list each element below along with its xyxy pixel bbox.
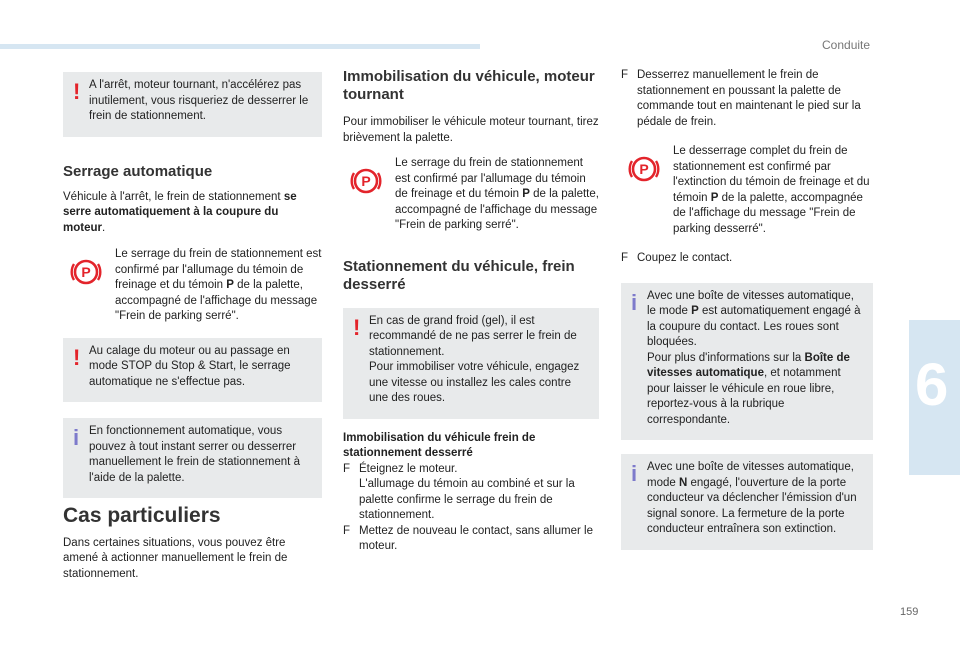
paragraph: Véhicule à l'arrêt, le frein de stationnement se serre automatiquement à la coupure du moteur. <box>63 190 297 234</box>
indicator-text: Le desserrage complet du frein de stationnement est confirmé par l'extinction du témoin de freinage et du témoin P de la palette, accompagnée de l'affichage du message "Frein de parking desserré". <box>673 145 870 235</box>
info-text: En fonctionnement automatique, vous pouvez à tout instant serrer ou desserrer manuellement le frein de stationnement à l'aide de la palette. <box>89 425 300 484</box>
info-box <box>621 283 873 441</box>
info-text: Avec une boîte de vitesses automatique, le mode P est automatiquement engagé à la coupure du contact. Les roues sont bloquées. <box>647 289 861 348</box>
indicator-text: Le serrage du frein de stationnement est confirmé par l'allumage du témoin de freinage et du témoin P de la palette, accompagné de l'affichage du message "Frein de parking serré". <box>115 248 322 322</box>
warning-box <box>63 338 322 403</box>
info-box <box>63 418 322 498</box>
list-item: F Éteignez le moteur. L'allumage du témoin au combiné et sur la palette confirme le serrage du frein de stationnement. <box>343 462 575 521</box>
list-item: F Coupez le contact. <box>621 251 873 267</box>
column-3 <box>621 68 873 550</box>
subheading: Immobilisation du véhicule frein de stationnement desserré <box>343 431 536 459</box>
heading-stationnement: Stationnement du véhicule, frein desserré <box>343 257 575 293</box>
warning-text: Pour immobiliser votre véhicule, engagez une vitesse ou installez les cales contre une des roues. <box>369 361 580 404</box>
warning-icon: ! <box>73 344 81 370</box>
list-item: F Desserrez manuellement le frein de stationnement en poussant la palette de commande tout en maintenant le pied sur la pédale de frein. <box>621 69 861 128</box>
info-text: Avec une boîte de vitesses automatique, mode N engagé, l'ouverture de la porte conducteur va déclencher l'émission d'un signal sonore. La fermeture de la porte conducteur entraînera son extinction. <box>647 461 857 535</box>
warning-text: A l'arrêt, moteur tournant, n'accélérez pas inutilement, vous risqueriez de desserrer le frein de stationnement. <box>89 79 309 122</box>
bullet-marker: F <box>343 524 351 537</box>
header-bar <box>0 44 480 49</box>
paragraph: Pour immobiliser le véhicule moteur tournant, tirez brièvement la palette. <box>343 116 599 144</box>
parking-brake-icon <box>69 255 103 289</box>
heading-cas-particuliers: Cas particuliers <box>63 504 221 527</box>
indicator-text: Le serrage du frein de stationnement est confirmé par l'allumage du témoin de freinage et du témoin P de la palette, accompagné de l'affichage du message "Frein de parking serré". <box>395 157 599 231</box>
svg-text:P: P <box>81 264 91 280</box>
bullet-marker: F <box>621 252 629 264</box>
warning-text: Au calage du moteur ou au passage en mode STOP du Stop & Start, le serrage automatique ne s'effectue pas. <box>89 344 291 388</box>
chapter-number: 6 <box>915 351 949 418</box>
section-title: Conduite <box>822 38 871 52</box>
parking-brake-icon <box>349 164 383 198</box>
info-icon: i <box>631 461 638 486</box>
info-icon: i <box>631 289 638 315</box>
parking-indicator-note <box>343 156 599 234</box>
warning-icon: ! <box>353 314 361 340</box>
heading-serrage: Serrage automatique <box>63 162 213 180</box>
heading-immobilisation: Immobilisation du véhicule, moteur tournant <box>343 68 595 103</box>
list-item: F Mettez de nouveau le contact, sans allumer le moteur. <box>343 524 593 552</box>
parking-indicator-note <box>63 247 322 325</box>
paragraph: Dans certaines situations, vous pouvez être amené à actionner manuellement le frein de stationnement. <box>63 536 288 580</box>
chapter-tab <box>909 320 960 475</box>
svg-text:P: P <box>639 161 649 177</box>
page-number: 159 <box>900 606 919 618</box>
warning-box <box>63 72 322 137</box>
info-text: Pour plus d'informations sur la Boîte de vitesses automatique, et notamment pour laisser le véhicule en roue libre, reportez-vous à la rubrique correspondante. <box>647 351 850 426</box>
warning-icon: ! <box>73 79 81 104</box>
info-icon: i <box>73 425 80 450</box>
info-box <box>621 454 873 550</box>
svg-text:P: P <box>361 173 371 189</box>
bullet-marker: F <box>621 69 629 81</box>
bullet-marker: F <box>343 462 351 475</box>
column-2 <box>343 68 599 555</box>
column-1 <box>63 72 322 582</box>
parking-brake-icon <box>627 152 661 186</box>
warning-box <box>343 308 599 419</box>
parking-indicator-note <box>621 144 873 237</box>
warning-text: En cas de grand froid (gel), il est recommandé de ne pas serrer le frein de stationnement. <box>369 314 577 358</box>
